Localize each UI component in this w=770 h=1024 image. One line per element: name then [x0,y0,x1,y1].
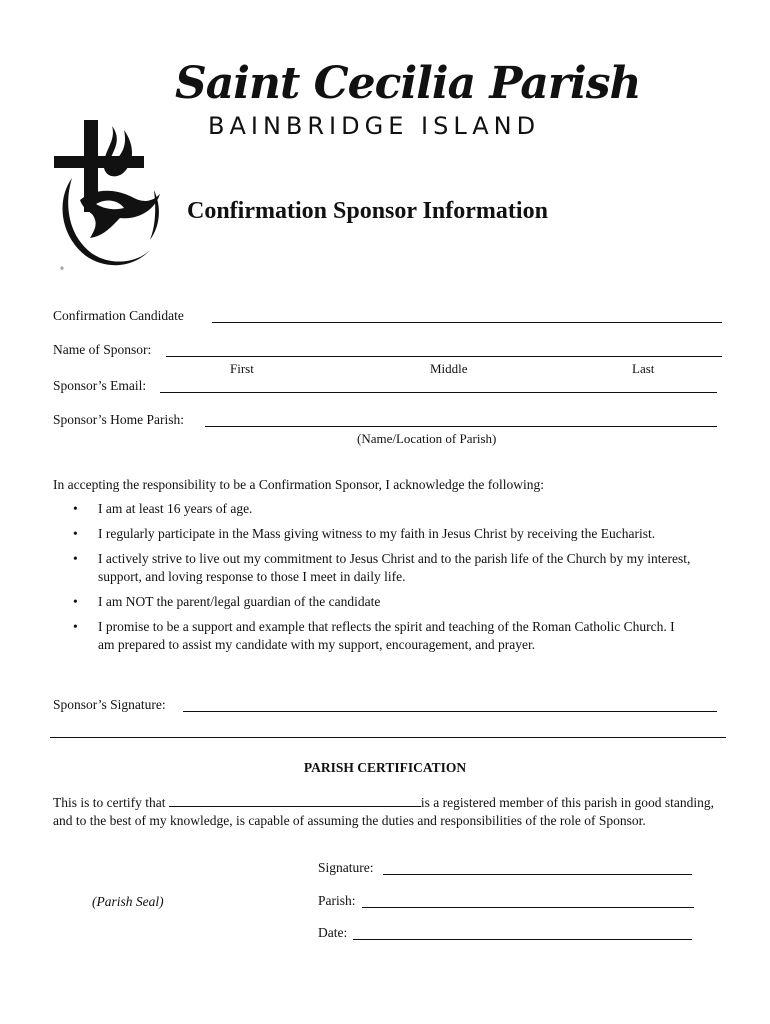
email-label: Sponsor’s Email: [53,378,147,393]
form-title: Confirmation Sponsor Information [187,198,548,224]
parish-name: Saint Cecilia Parish [175,58,641,109]
certify-name-input[interactable] [169,794,421,807]
candidate-input[interactable] [212,322,722,323]
sponsor-signature-label: Sponsor’s Signature: [53,697,166,712]
name-middle-hint: Middle [430,361,468,376]
sponsor-signature-input[interactable] [183,711,717,712]
cert-date-input[interactable] [353,939,692,940]
sponsor-name-input[interactable] [166,356,722,357]
parish-logo-icon [50,118,165,278]
cert-parish-input[interactable] [362,907,694,908]
parish-location: BAINBRIDGE ISLAND [208,112,541,140]
sponsor-name-label: Name of Sponsor: [53,342,152,357]
cert-date-label: Date: [318,925,348,940]
section-divider [50,737,726,738]
email-input[interactable] [160,392,717,393]
list-item: • I am NOT the parent/legal guardian of the candidate [73,594,381,609]
home-parish-hint: (Name/Location of Parish) [357,431,497,446]
list-item: • I regularly participate in the Mass giving witness to my faith in Jesus Christ by receiving the Eucharist. [73,526,656,541]
cert-parish-label: Parish: [318,893,356,908]
list-item: • I am at least 16 years of age. [73,501,253,516]
list-item: • I actively strive to live out my commitment to Jesus Christ and to the parish life of the Church by my interest, support, and loving response to those I meet in daily life. [73,551,691,584]
acknowledgement-intro: In accepting the responsibility to be a Confirmation Sponsor, I acknowledge the following: [53,477,544,492]
acknowledgement-list [53,500,693,661]
certification-text: This is to certify that is a registered member of this parish in good standing, and to the best of my knowledge, is capable of assuming the duties and responsibilities of the role of Sponsor. [53,795,715,828]
svg-text:®: ® [60,266,64,271]
home-parish-label: Sponsor’s Home Parish: [53,412,185,427]
list-item: • I promise to be a support and example that reflects the spirit and teaching of the Roman Catholic Church. I am prepared to assist my candidate with my support, encouragement, and prayer. [73,619,675,652]
candidate-label: Confirmation Candidate [53,308,184,323]
cert-signature-label: Signature: [318,860,374,875]
parish-seal-label: (Parish Seal) [92,894,164,909]
cert-signature-input[interactable] [383,874,692,875]
name-first-hint: First [230,361,254,376]
home-parish-input[interactable] [205,426,717,427]
certification-title: PARISH CERTIFICATION [303,760,467,775]
name-last-hint: Last [632,361,655,376]
